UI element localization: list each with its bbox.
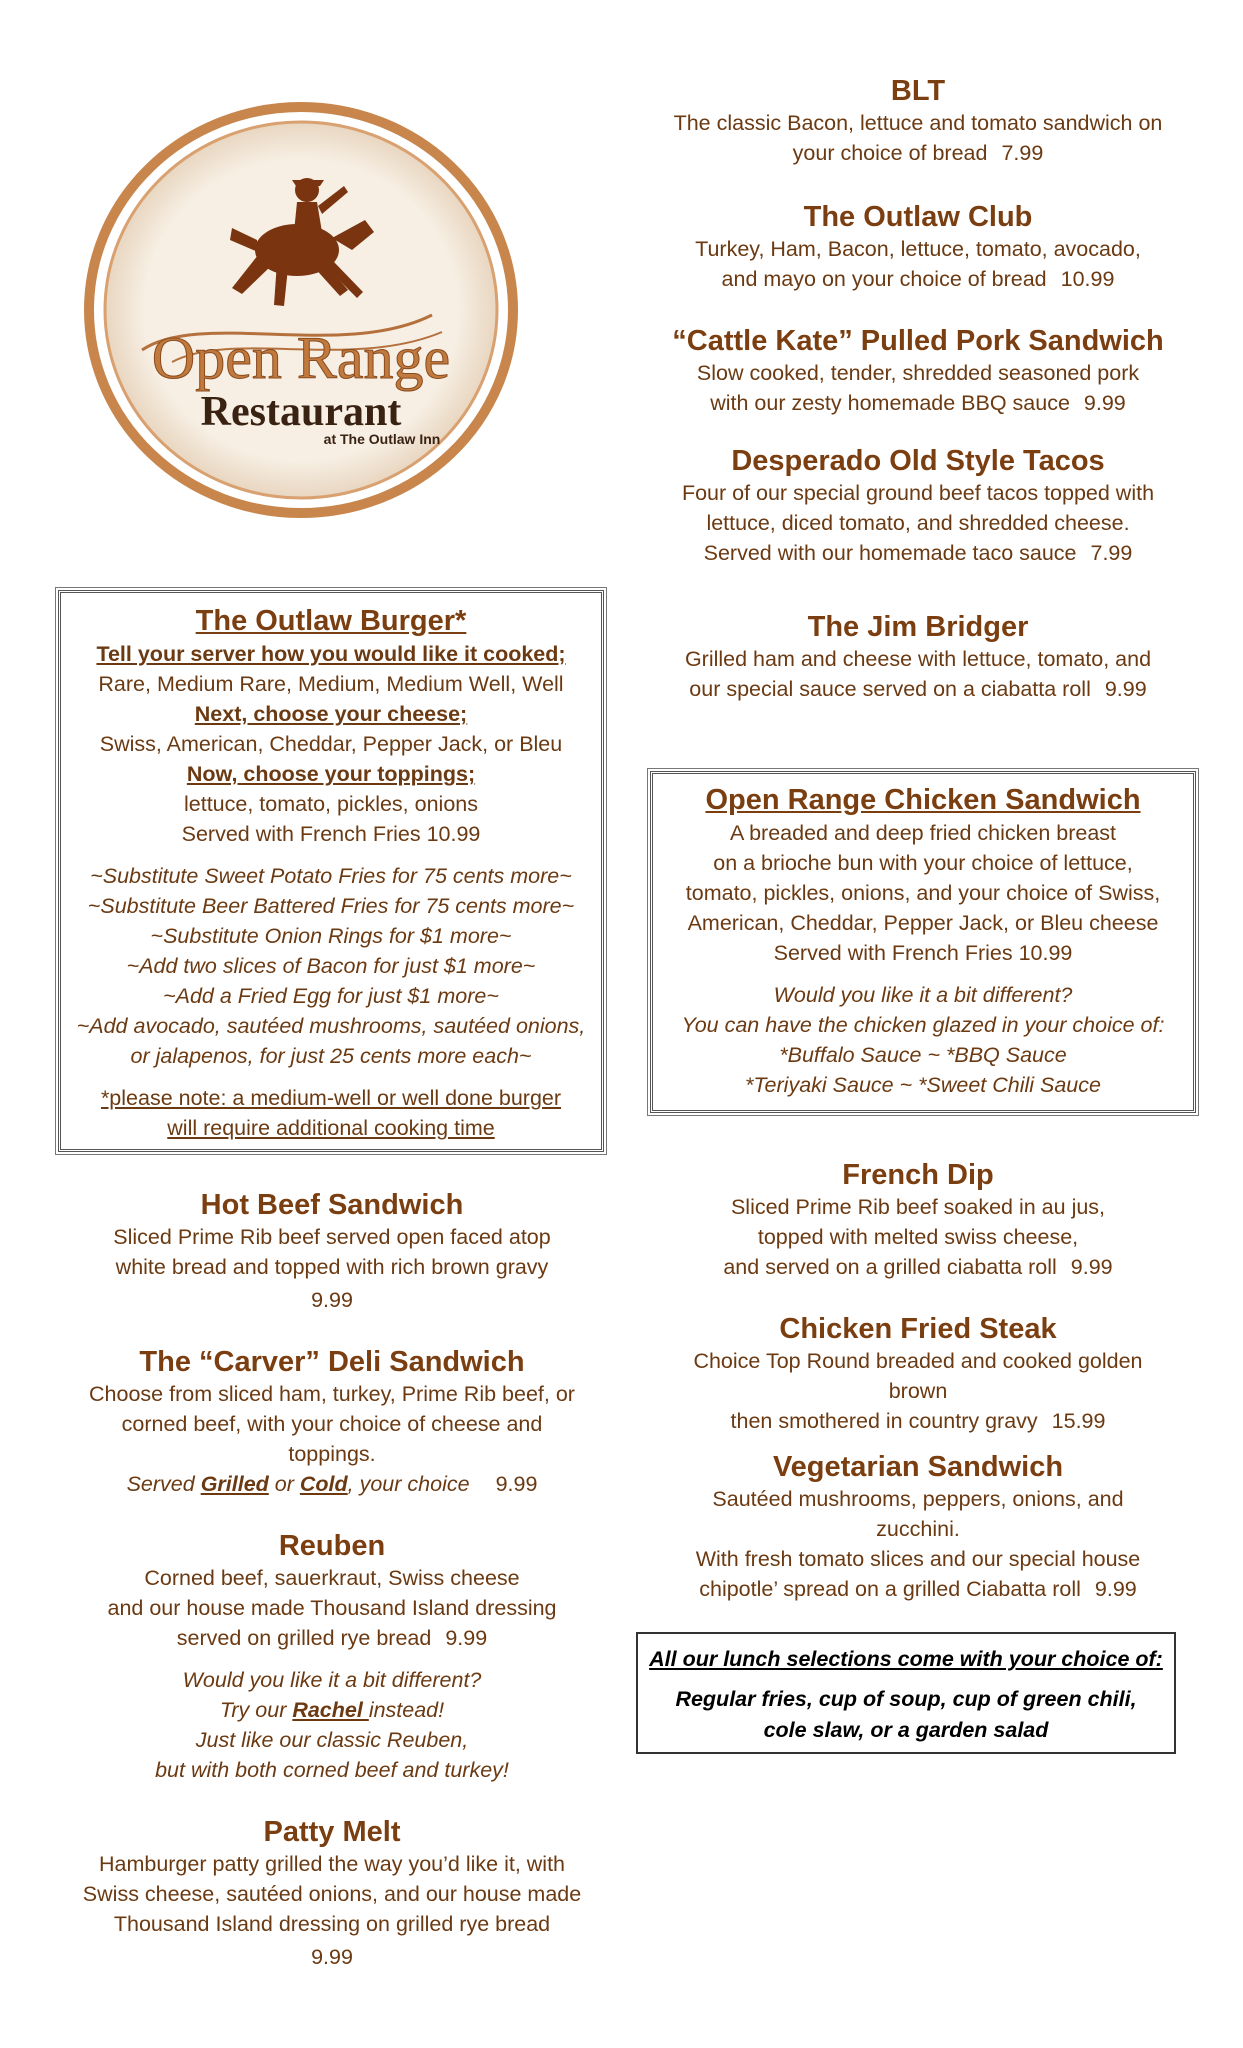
item-name: Patty Melt: [263, 1816, 401, 1848]
chicken-alt: You can have the chicken glazed in your choice of:: [681, 1013, 1165, 1037]
burger-extra: ~Add avocado, sautéed mushrooms, sautéed onions,: [76, 1014, 586, 1038]
item-price: 9.99: [495, 1472, 538, 1496]
item-desc: chipotle’ spread on a grilled Ciabatta roll: [699, 1577, 1081, 1601]
item-price: 9.99: [1104, 677, 1147, 701]
sides-line: Regular fries, cup of soup, cup of green chili,: [675, 1687, 1137, 1711]
reuben-alt: Try our: [219, 1698, 293, 1722]
item-price: 9.99: [1083, 391, 1126, 415]
item-name: BLT: [890, 75, 946, 107]
item-name: Reuben: [278, 1530, 386, 1562]
item-name: The Jim Bridger: [807, 611, 1029, 643]
chicken-alt: *Teriyaki Sauce ~ *Sweet Chili Sauce: [745, 1073, 1101, 1097]
chicken-sandwich-box: [650, 771, 1196, 1113]
item-name: Hot Beef Sandwich: [200, 1189, 464, 1221]
item-desc: Four of our special ground beef tacos topped with: [681, 481, 1155, 505]
toppings-label: Now, choose your toppings;: [186, 762, 476, 786]
left-bottom-column: [60, 1188, 604, 1972]
item-desc: Sliced Prime Rib beef soaked in au jus,: [730, 1195, 1106, 1219]
toppings-options: lettuce, tomato, pickles, onions: [184, 792, 478, 816]
item-desc: our special sauce served on a ciabatta roll: [689, 677, 1091, 701]
burger-extra: ~Add two slices of Bacon for just $1 more~: [126, 954, 536, 978]
cook-label: Tell your server how you would like it cooked;: [96, 642, 566, 666]
menu-item-vegetarian: [646, 1450, 1190, 1604]
item-price: 15.99: [1051, 1409, 1106, 1433]
logo-name: Open Range: [151, 325, 451, 391]
item-name: Vegetarian Sandwich: [772, 1451, 1064, 1483]
item-desc: Corned beef, sauerkraut, Swiss cheese: [144, 1566, 520, 1590]
item-price: 9.99: [1094, 1577, 1137, 1601]
item-name: French Dip: [842, 1159, 994, 1191]
right-bottom-column: [646, 1158, 1190, 1604]
item-price: 7.99: [1090, 541, 1133, 565]
menu-item-carver: [60, 1345, 604, 1499]
chicken-line: Served with French Fries 10.99: [773, 941, 1073, 965]
restaurant-logo: [82, 100, 520, 520]
grilled-option: Grilled: [200, 1472, 269, 1496]
cheese-label: Next, choose your cheese;: [194, 702, 468, 726]
item-desc: and mayo on your choice of bread: [721, 267, 1047, 291]
item-price: 9.99: [311, 1288, 353, 1312]
menu-item-desperado-tacos: [646, 444, 1190, 568]
menu-item-outlaw-club: [646, 200, 1190, 294]
item-desc: Swiss cheese, sautéed onions, and our house made: [82, 1882, 582, 1906]
item-desc: Grilled ham and cheese with lettuce, tomato, and: [684, 647, 1152, 671]
chicken-line: on a brioche bun with your choice of lettuce,: [713, 851, 1133, 875]
chicken-line: tomato, pickles, onions, and your choice of Swiss,: [685, 881, 1161, 905]
item-name: “Cattle Kate” Pulled Pork Sandwich: [672, 325, 1164, 357]
menu-item-hot-beef: [60, 1188, 604, 1315]
served-suffix: , your choice: [347, 1472, 470, 1496]
reuben-alt: Would you like it a bit different?: [182, 1668, 482, 1692]
or-text: or: [268, 1472, 300, 1496]
reuben-alt: but with both corned beef and turkey!: [155, 1758, 509, 1782]
rachel-link: Rachel: [292, 1698, 369, 1722]
item-desc: and served on a grilled ciabatta roll: [723, 1255, 1057, 1279]
item-desc: Hamburger patty grilled the way you’d like it, with: [98, 1852, 566, 1876]
reuben-alt: Just like our classic Reuben,: [195, 1728, 469, 1752]
item-desc: corned beef, with your choice of cheese and: [121, 1412, 543, 1436]
item-name: Desperado Old Style Tacos: [731, 445, 1105, 477]
reuben-alt: instead!: [368, 1698, 445, 1722]
burger-served: Served with French Fries 10.99: [181, 822, 481, 846]
menu-item-french-dip: [646, 1158, 1190, 1282]
logo-seal: [82, 100, 520, 520]
menu-item-patty-melt: [60, 1815, 604, 1972]
burger-extra: ~Substitute Beer Battered Fries for 75 cents more~: [87, 894, 575, 918]
sides-box: [636, 1632, 1176, 1754]
item-desc: served on grilled rye bread: [176, 1626, 432, 1650]
logo-subtitle: Restaurant: [200, 389, 402, 435]
item-price: 10.99: [1060, 267, 1115, 291]
item-desc: Served with our homemade taco sauce: [703, 541, 1077, 565]
burger-extra: or jalapenos, for just 25 cents more each~: [130, 1044, 532, 1068]
item-desc: with our zesty homemade BBQ sauce: [710, 391, 1070, 415]
item-desc: Slow cooked, tender, shredded seasoned pork: [696, 361, 1140, 385]
item-desc: toppings.: [288, 1442, 376, 1466]
item-desc: Sliced Prime Rib beef served open faced atop: [113, 1225, 551, 1249]
item-desc: The classic Bacon, lettuce and tomato sandwich on: [673, 111, 1163, 135]
item-desc: Choice Top Round breaded and cooked golden: [693, 1349, 1143, 1373]
item-desc: lettuce, diced tomato, and shredded cheese.: [706, 511, 1130, 535]
item-desc: and our house made Thousand Island dressing: [107, 1596, 557, 1620]
item-price: 9.99: [445, 1626, 488, 1650]
chicken-line: American, Cheddar, Pepper Jack, or Bleu cheese: [687, 911, 1159, 935]
sides-options: [638, 1684, 1174, 1746]
item-desc: white bread and topped with rich brown gravy: [115, 1255, 549, 1279]
cold-option: Cold: [299, 1472, 348, 1496]
outlaw-burger-box: [58, 590, 604, 1152]
logo-location: at The Outlaw Inn: [323, 431, 441, 447]
item-price: 9.99: [311, 1945, 353, 1969]
item-price: 7.99: [1001, 141, 1044, 165]
chicken-line: A breaded and deep fried chicken breast: [729, 821, 1117, 845]
burger-note: *please note: a medium-well or well done burger: [100, 1086, 562, 1110]
item-desc: topped with melted swiss cheese,: [757, 1225, 1079, 1249]
burger-title: The Outlaw Burger*: [195, 605, 467, 637]
item-name: Chicken Fried Steak: [779, 1313, 1057, 1345]
item-desc: zucchini.: [876, 1517, 960, 1541]
burger-note: will require additional cooking time: [167, 1116, 495, 1140]
burger-extra: ~Substitute Sweet Potato Fries for 75 cents more~: [90, 864, 572, 888]
item-desc: Thousand Island dressing on grilled rye bread: [113, 1912, 551, 1936]
right-top-column: [646, 74, 1190, 704]
item-desc: your choice of bread: [792, 141, 988, 165]
menu-item-chicken-fried-steak: [646, 1312, 1190, 1436]
sides-line: cole slaw, or a garden salad: [763, 1718, 1049, 1742]
item-desc: brown: [888, 1379, 948, 1403]
item-name: The Outlaw Club: [803, 201, 1033, 233]
cook-options: Rare, Medium Rare, Medium, Medium Well, Well: [98, 672, 564, 696]
cheese-options: Swiss, American, Cheddar, Pepper Jack, or Bleu: [99, 732, 563, 756]
chicken-alt: *Buffalo Sauce ~ *BBQ Sauce: [779, 1043, 1067, 1067]
menu-item-blt: [646, 74, 1190, 168]
item-desc: then smothered in country gravy: [730, 1409, 1038, 1433]
menu-item-reuben: [60, 1529, 604, 1785]
burger-extra: ~Substitute Onion Rings for $1 more~: [150, 924, 512, 948]
menu-item-jim-bridger: [646, 610, 1190, 704]
item-desc: Choose from sliced ham, turkey, Prime Rib beef, or: [89, 1382, 575, 1406]
item-price: 9.99: [1070, 1255, 1113, 1279]
chicken-title: Open Range Chicken Sandwich: [705, 784, 1141, 816]
menu-item-cattle-kate: [646, 324, 1190, 418]
sides-title: All our lunch selections come with your choice of:: [649, 1647, 1163, 1671]
chicken-alt: Would you like it a bit different?: [773, 983, 1073, 1007]
item-desc: Turkey, Ham, Bacon, lettuce, tomato, avocado,: [695, 237, 1141, 261]
item-name: The “Carver” Deli Sandwich: [139, 1346, 525, 1378]
item-desc: Sautéed mushrooms, peppers, onions, and: [712, 1487, 1124, 1511]
item-desc: With fresh tomato slices and our special house: [695, 1547, 1141, 1571]
burger-extra: ~Add a Fried Egg for just $1 more~: [163, 984, 499, 1008]
served-prefix: Served: [126, 1472, 201, 1496]
